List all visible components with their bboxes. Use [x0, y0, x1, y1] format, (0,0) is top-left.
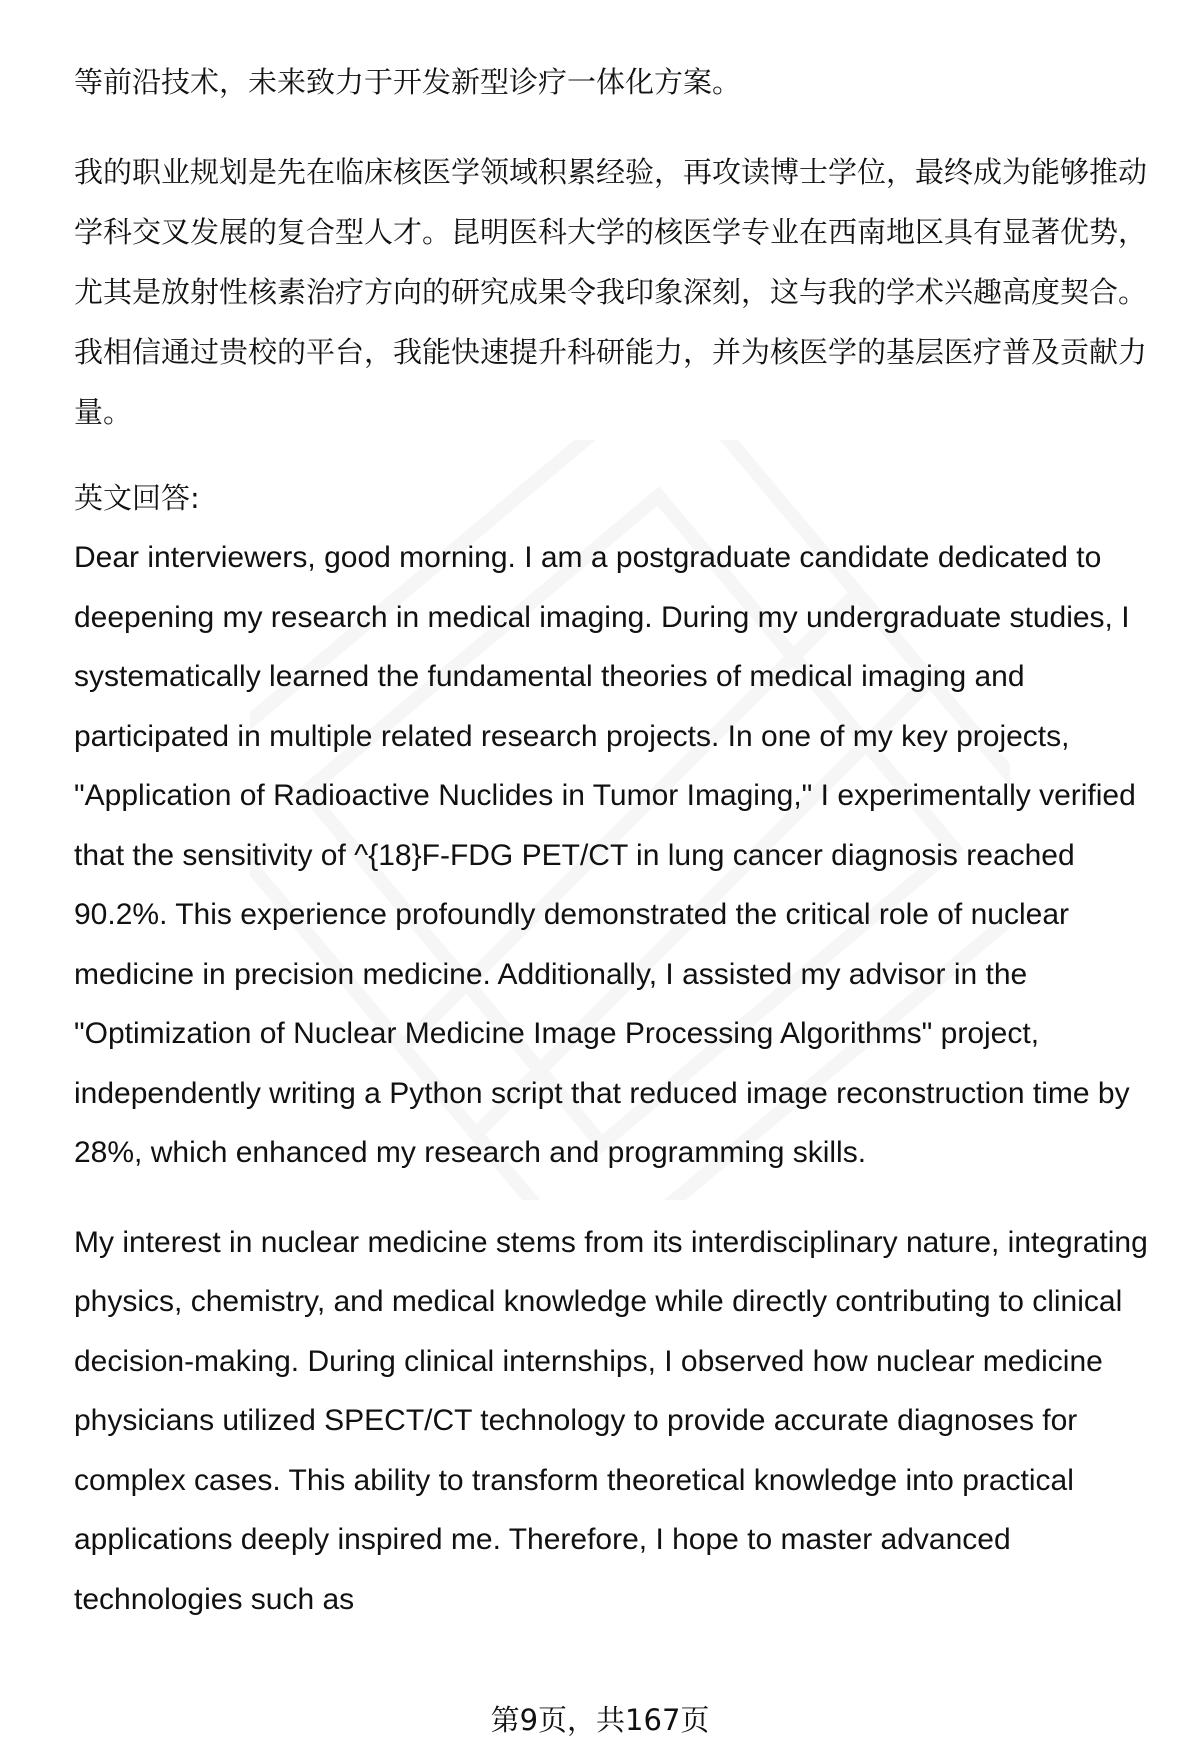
paragraph-en-introduction: Dear interviewers, good morning. I am a postgraduate candidate dedicated to deepening my research in medical imaging. During my undergraduate studies, I systematically learned the fundamental theories of medical imaging and participated in multiple related research projects. In one of my key projects, "Application of Radioactive Nuclides in Tumor Imaging," I experimentally verified that the sensitivity of ^{18}F-FDG PET/CT in lung cancer diagnosis reached 90.2%. This experience profoundly demonstrated the critical role of nuclear medicine in precision medicine. Additionally, I assisted my advisor in the "Optimization of Nuclear Medicine Image Processing Algorithms" project, independently writing a Python script that reduced image reconstruction time by 28%, which enhanced my research and programming skills.: [74, 541, 1136, 1169]
paragraph-cn-intro: 等前沿技术，未来致力于开发新型诊疗一体化方案。: [74, 65, 742, 99]
document-body: [74, 52, 1154, 1629]
paragraph-cn-career-plan: 我的职业规划是先在临床核医学领域积累经验，再攻读博士学位，最终成为能够推动学科交叉发展的复合型人才。昆明医科大学的核医学专业在西南地区具有显著优势，尤其是放射性核素治疗方向的研究成果令我印象深刻，这与我的学术兴趣高度契合。我相信通过贵校的平台，我能快速提升科研能力，并为核医学的基层医疗普及贡献力量。: [74, 155, 1148, 429]
section-label-english-answer: 英文回答:: [74, 481, 200, 515]
page-number: 第9页，共167页: [490, 1703, 710, 1737]
paragraph-en-interest: My interest in nuclear medicine stems from its interdisciplinary nature, integrating physics, chemistry, and medical knowledge while directly contributing to clinical decision-making. During clinical internships, I observed how nuclear medicine physicians utilized SPECT/CT technology to provide accurate diagnoses for complex cases. This ability to transform theoretical knowledge into practical applications deeply inspired me. Therefore, I hope to master advanced technologies such as: [74, 1225, 1148, 1616]
